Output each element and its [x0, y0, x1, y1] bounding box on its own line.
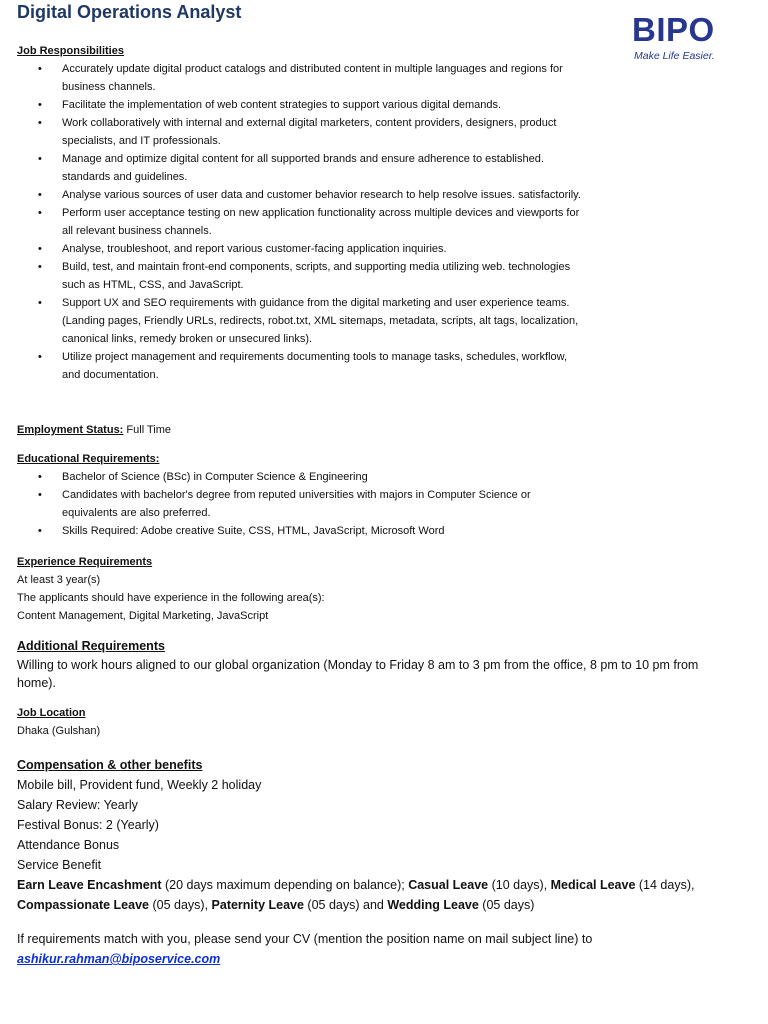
list-item: • Perform user acceptance testing on new application functionality across multiple devices and viewports for all relevant business channels. — [17, 204, 582, 240]
list-item: • Build, test, and maintain front-end components, scripts, and supporting media utilizing web. technologies such as HTML, CSS, and JavaScript. — [17, 258, 582, 294]
medical-leave-detail: (14 days), — [635, 878, 695, 892]
list-item: • Utilize project management and requirements documenting tools to manage tasks, schedules, workflow, and documentation. — [17, 348, 582, 384]
list-item: • Candidates with bachelor's degree from reputed universities with majors in Computer Science or equivalents are also preferred. — [17, 486, 582, 522]
benefit-line: Salary Review: Yearly — [17, 798, 138, 812]
responsibilities-list — [17, 60, 737, 384]
location-heading: Job Location — [17, 707, 86, 719]
education-heading: Educational Requirements: — [17, 453, 160, 465]
benefit-line: Service Benefit — [17, 858, 102, 872]
benefit-line: Festival Bonus: 2 (Yearly) — [17, 818, 159, 832]
wedding-leave-label: Wedding Leave — [387, 898, 479, 912]
employment-status — [17, 421, 737, 439]
list-item: • Support UX and SEO requirements with guidance from the digital marketing and user experience teams. (Landing pages, Friendly URLs, redirects, robot.txt, XML sitemaps, metadata, scripts, alt tags, localization, canonical links, remedy broken or unsecured links). — [17, 294, 582, 348]
compassionate-leave-detail: (05 days), — [149, 898, 212, 912]
earn-leave-detail: (20 days maximum depending on balance); — [161, 878, 409, 892]
list-item: • Facilitate the implementation of web content strategies to support various digital demands. — [17, 96, 582, 114]
location-section — [17, 704, 737, 740]
contact-email-link[interactable]: ashikur.rahman@biposervice.com — [17, 952, 221, 966]
experience-line: The applicants should have experience in the following area(s): — [17, 592, 325, 604]
education-list — [17, 468, 737, 540]
experience-heading: Experience Requirements — [17, 556, 153, 568]
education-section — [17, 450, 737, 540]
compensation-section — [17, 755, 737, 915]
leave-details — [17, 875, 737, 915]
earn-leave-label: Earn Leave Encashment — [17, 878, 162, 892]
list-item: • Work collaboratively with internal and external digital marketers, content providers, designers, product specialists, and IT professionals. — [17, 114, 582, 150]
logo-wordmark: BIPO — [632, 11, 715, 48]
compassionate-leave-label: Compassionate Leave — [17, 898, 149, 912]
benefit-line: Attendance Bonus — [17, 838, 120, 852]
experience-section — [17, 553, 737, 625]
additional-section — [17, 636, 737, 692]
additional-heading: Additional Requirements — [17, 639, 165, 653]
casual-leave-detail: (10 days), — [488, 878, 551, 892]
experience-line: Content Management, Digital Marketing, JavaScript — [17, 610, 269, 622]
list-item: • Bachelor of Science (BSc) in Computer Science & Engineering — [17, 468, 582, 486]
responsibilities-heading: Job Responsibilities — [17, 45, 124, 57]
casual-leave-label: Casual Leave — [408, 878, 489, 892]
list-item: • Accurately update digital product catalogs and distributed content in multiple languages and regions for business channels. — [17, 60, 582, 96]
paternity-leave-label: Paternity Leave — [211, 898, 304, 912]
benefit-line: Mobile bill, Provident fund, Weekly 2 holiday — [17, 778, 262, 792]
paternity-leave-detail: (05 days) and — [303, 898, 388, 912]
list-item: • Skills Required: Adobe creative Suite, CSS, HTML, JavaScript, Microsoft Word — [17, 522, 582, 540]
medical-leave-label: Medical Leave — [550, 878, 636, 892]
apply-section — [17, 929, 737, 969]
experience-line: At least 3 year(s) — [17, 574, 101, 586]
employment-status-label: Employment Status: — [17, 424, 124, 436]
location-value: Dhaka (Gulshan) — [17, 725, 101, 737]
employment-status-value: Full Time — [123, 424, 172, 436]
additional-text: Willing to work hours aligned to our global organization (Monday to Friday 8 am to 3 pm from the office, 8 pm to 10 pm from home). — [17, 658, 699, 690]
apply-text: If requirements match with you, please send your CV (mention the position name on mail subject line) to — [17, 932, 593, 946]
page-title: Digital Operations Analyst — [17, 2, 242, 22]
logo-tagline: Make Life Easier. — [634, 50, 715, 62]
wedding-leave-detail: (05 days) — [478, 898, 535, 912]
list-item: • Analyse, troubleshoot, and report various customer-facing application inquiries. — [17, 240, 582, 258]
list-item: • Manage and optimize digital content for all supported brands and ensure adherence to established. standards and guidelines. — [17, 150, 582, 186]
responsibilities-section — [17, 42, 737, 384]
list-item: • Analyse various sources of user data and customer behavior research to help resolve issues. satisfactorily. — [17, 186, 582, 204]
compensation-heading: Compensation & other benefits — [17, 758, 203, 772]
